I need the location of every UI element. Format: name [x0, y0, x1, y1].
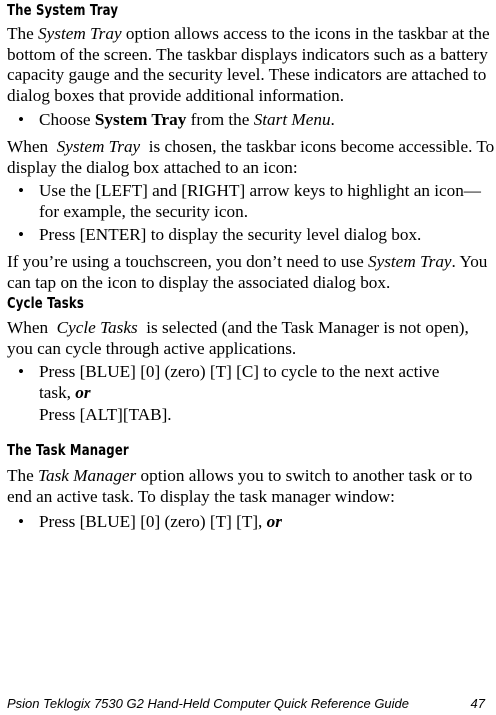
system-tray-when-paragraph: When System Tray is chosen, the taskbar icons become accessible. To display the dialog box attached to an icon:	[7, 137, 495, 177]
alt-tab-line: Press [ALT][TAB].	[39, 405, 172, 424]
bullet-icon: •	[18, 110, 25, 129]
bullet-choose-system-tray: • Choose System Tray from the Start Menu.	[18, 110, 335, 129]
bullet-task-manager-keys: • Press [BLUE] [0] (zero) [T] [T], or	[18, 512, 282, 531]
system-tray-touchscreen-paragraph: If you’re using a touchscreen, you don’t need to use System Tray. You can tap on the icon to display the associated dialog box.	[7, 252, 488, 292]
bullet-press-enter: • Press [ENTER] to display the security level dialog box.	[18, 225, 422, 244]
section-heading-task-manager: The Task Manager	[7, 441, 129, 459]
bullet-arrow-keys: • Use the [LEFT] and [RIGHT] arrow keys to highlight an icon—for example, the security icon.	[18, 181, 481, 221]
bullet-icon: •	[18, 512, 25, 531]
section-heading-cycle-tasks: Cycle Tasks	[7, 294, 84, 312]
section-heading-system-tray: The System Tray	[7, 1, 119, 19]
bullet-icon: •	[18, 362, 25, 381]
system-tray-intro-paragraph: The System Tray option allows access to the icons in the taskbar at the bottom of the screen. The taskbar displays indicators such as a battery capacity gauge and the security level. These indicators are attached to dialog boxes that provide additional information.	[7, 24, 490, 105]
bullet-icon: •	[18, 181, 25, 200]
task-manager-paragraph: The Task Manager option allows you to switch to another task or to end an active task. To display the task manager window:	[7, 466, 473, 506]
page-footer	[7, 696, 491, 711]
cycle-tasks-paragraph: When Cycle Tasks is selected (and the Task Manager is not open), you can cycle through active applications.	[7, 318, 474, 358]
bullet-icon: •	[18, 225, 25, 244]
page-number: 47	[470, 696, 485, 711]
bullet-cycle-keys: • Press [BLUE] [0] (zero) [T] [C] to cycle to the next active task, or	[18, 362, 440, 402]
footer-title: Psion Teklogix 7530 G2 Hand-Held Computer Quick Reference Guide	[7, 696, 410, 711]
